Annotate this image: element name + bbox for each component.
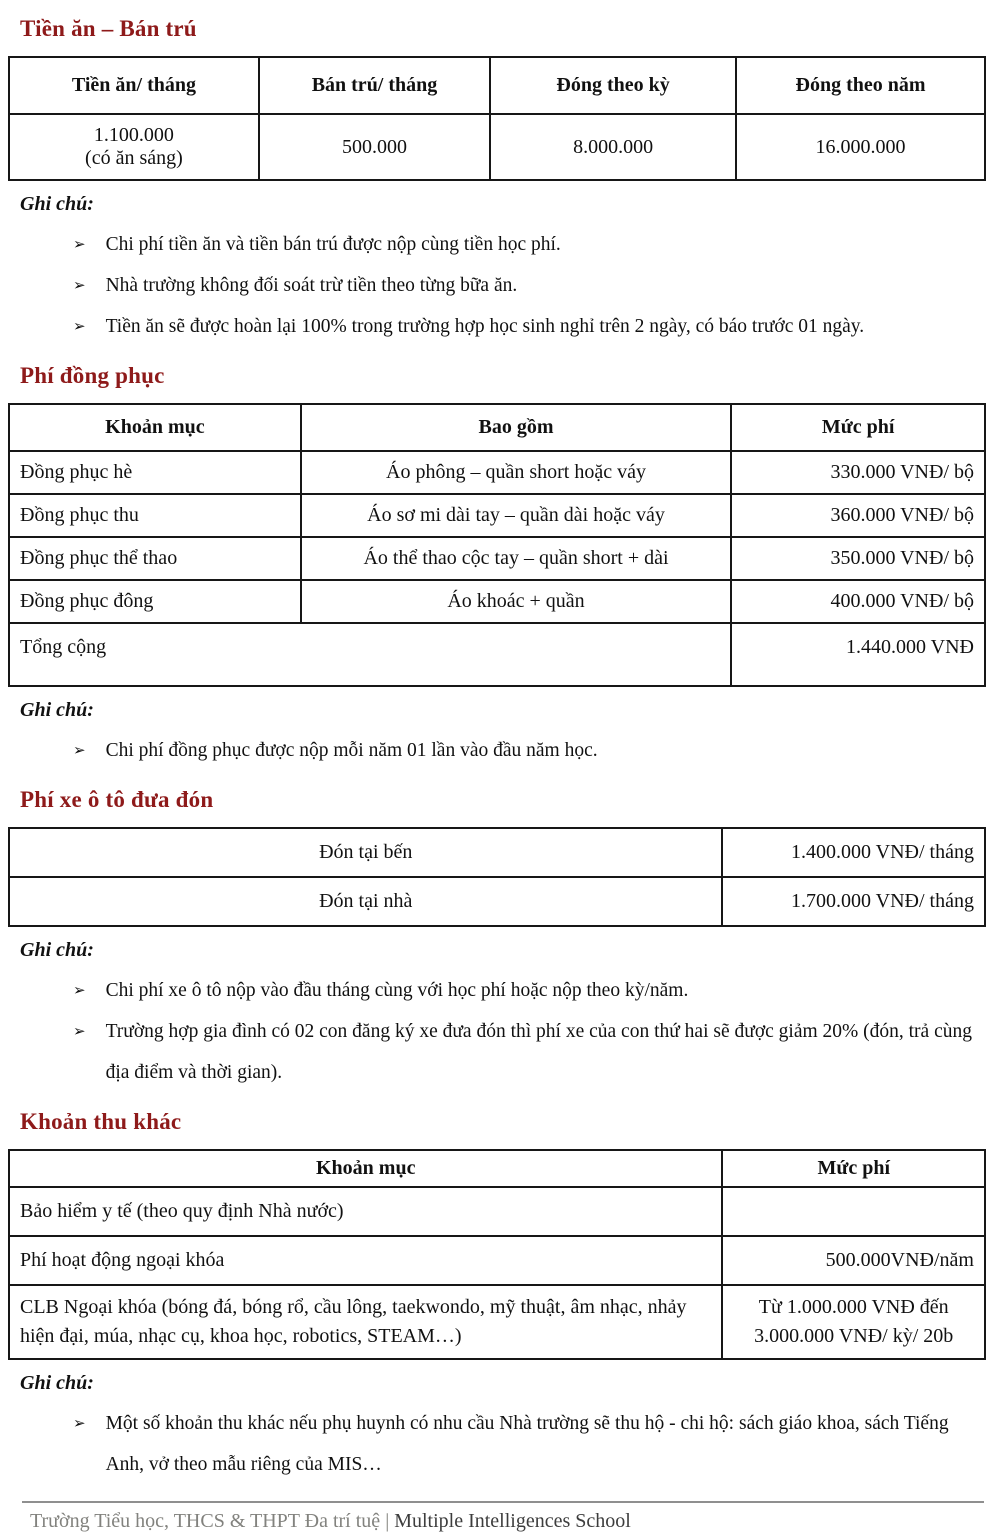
header-includes: Bao gồm bbox=[301, 404, 731, 451]
section-title-meal-boarding: Tiền ăn – Bán trú bbox=[20, 16, 197, 41]
table-header-row bbox=[9, 57, 985, 114]
header-item: Khoản mục bbox=[9, 1150, 722, 1187]
table-row bbox=[9, 828, 985, 877]
cell-item: Đồng phục thể thao bbox=[9, 537, 301, 580]
meal-month-note: (có ăn sáng) bbox=[85, 147, 183, 169]
table-row bbox=[9, 877, 985, 926]
arrow-bullet-icon: ➢ bbox=[73, 1414, 86, 1432]
cell-fee bbox=[722, 1187, 985, 1236]
cell-total-value: 1.440.000 VNĐ bbox=[731, 623, 985, 686]
footer-divider: | bbox=[385, 1510, 390, 1532]
cell-pay-per-term: 8.000.000 bbox=[490, 114, 736, 180]
section-title-uniform-fee: Phí đồng phục bbox=[20, 363, 165, 388]
notes-label: Ghi chú: bbox=[20, 1372, 94, 1394]
table-row bbox=[9, 1187, 985, 1236]
cell-item: Phí hoạt động ngoại khóa bbox=[9, 1236, 722, 1285]
list-item bbox=[73, 1403, 984, 1485]
bus-fee-table bbox=[8, 827, 986, 927]
other-notes-list bbox=[20, 1403, 984, 1485]
cell-fee: 400.000 VNĐ/ bộ bbox=[731, 580, 985, 623]
arrow-bullet-icon: ➢ bbox=[73, 741, 86, 759]
cell-item: Bảo hiểm y tế (theo quy định Nhà nước) bbox=[9, 1187, 722, 1236]
table-row bbox=[9, 580, 985, 623]
list-item bbox=[73, 265, 984, 306]
table-row bbox=[9, 1236, 985, 1285]
cell-pickup-type: Đón tại nhà bbox=[9, 877, 722, 926]
cell-pay-per-year: 16.000.000 bbox=[736, 114, 985, 180]
header-meal-per-month: Tiền ăn/ tháng bbox=[9, 57, 259, 114]
cell-includes: Áo thể thao cộc tay – quần short + dài bbox=[301, 537, 731, 580]
table-row bbox=[9, 1285, 985, 1359]
cell-fee: 350.000 VNĐ/ bộ bbox=[731, 537, 985, 580]
header-boarding-per-month: Bán trú/ tháng bbox=[259, 57, 490, 114]
arrow-bullet-icon: ➢ bbox=[73, 317, 86, 335]
notes-label: Ghi chú: bbox=[20, 699, 94, 721]
table-header-row bbox=[9, 1150, 985, 1187]
note-text: Chi phí tiền ăn và tiền bán trú được nộp cùng tiền học phí. bbox=[105, 234, 561, 255]
list-item bbox=[73, 224, 984, 265]
table-total-row bbox=[9, 623, 985, 686]
note-text: Một số khoản thu khác nếu phụ huynh có nhu cầu Nhà trường sẽ thu hộ - chi hộ: sách giáo khoa, sách Tiếng Anh, vở theo mẫu riêng của MIS… bbox=[105, 1413, 949, 1475]
cell-item: Đồng phục thu bbox=[9, 494, 301, 537]
other-fees-table bbox=[8, 1149, 986, 1360]
arrow-bullet-icon: ➢ bbox=[73, 981, 86, 999]
header-item: Khoản mục bbox=[9, 404, 301, 451]
arrow-bullet-icon: ➢ bbox=[73, 1022, 86, 1040]
cell-fee: Từ 1.000.000 VNĐ đến 3.000.000 VNĐ/ kỳ/ 20b bbox=[722, 1285, 985, 1359]
notes-label: Ghi chú: bbox=[20, 193, 94, 215]
cell-fee: 1.400.000 VNĐ/ tháng bbox=[722, 828, 985, 877]
note-text: Chi phí xe ô tô nộp vào đầu tháng cùng với học phí hoặc nộp theo kỳ/năm. bbox=[105, 980, 689, 1001]
header-fee: Mức phí bbox=[722, 1150, 985, 1187]
list-item bbox=[73, 1011, 984, 1093]
footer-school-name-vi: Trường Tiểu học, THCS & THPT Đa trí tuệ bbox=[30, 1510, 381, 1532]
note-text: Chi phí đồng phục được nộp mỗi năm 01 lần vào đầu năm học. bbox=[105, 740, 598, 761]
table-header-row bbox=[9, 404, 985, 451]
note-text: Tiền ăn sẽ được hoàn lại 100% trong trường hợp học sinh nghỉ trên 2 ngày, có báo trước 01 ngày. bbox=[105, 316, 865, 337]
cell-fee: 330.000 VNĐ/ bộ bbox=[731, 451, 985, 494]
cell-includes: Áo phông – quần short hoặc váy bbox=[301, 451, 731, 494]
cell-fee: 1.700.000 VNĐ/ tháng bbox=[722, 877, 985, 926]
cell-meal-per-month bbox=[9, 114, 259, 180]
meal-month-value: 1.100.000 bbox=[93, 124, 174, 146]
list-item bbox=[73, 970, 984, 1011]
arrow-bullet-icon: ➢ bbox=[73, 276, 86, 294]
header-pay-per-year: Đóng theo năm bbox=[736, 57, 985, 114]
table-row bbox=[9, 537, 985, 580]
table-row bbox=[9, 494, 985, 537]
cell-includes: Áo khoác + quần bbox=[301, 580, 731, 623]
header-fee: Mức phí bbox=[731, 404, 985, 451]
note-text: Trường hợp gia đình có 02 con đăng ký xe đưa đón thì phí xe của con thứ hai sẽ được giảm 20% (đón, trả cùng địa điểm và thời gian). bbox=[105, 1021, 972, 1083]
section-title-other-fees: Khoản thu khác bbox=[20, 1109, 182, 1134]
section-title-bus-fee: Phí xe ô tô đưa đón bbox=[20, 787, 214, 812]
arrow-bullet-icon: ➢ bbox=[73, 235, 86, 253]
meal-boarding-fee-table bbox=[8, 56, 986, 181]
cell-total-label: Tổng cộng bbox=[9, 623, 731, 686]
uniform-notes-list bbox=[20, 730, 984, 771]
footer-school-name-en: Multiple Intelligences School bbox=[394, 1510, 631, 1532]
cell-includes: Áo sơ mi dài tay – quần dài hoặc váy bbox=[301, 494, 731, 537]
cell-fee: 500.000VNĐ/năm bbox=[722, 1236, 985, 1285]
list-item bbox=[73, 306, 984, 347]
cell-fee: 360.000 VNĐ/ bộ bbox=[731, 494, 985, 537]
table-row bbox=[9, 114, 985, 180]
cell-item: Đồng phục đông bbox=[9, 580, 301, 623]
table-row bbox=[9, 451, 985, 494]
list-item bbox=[73, 730, 984, 771]
uniform-fee-table bbox=[8, 403, 986, 687]
page-footer bbox=[22, 1501, 984, 1533]
meal-notes-list bbox=[20, 224, 984, 347]
cell-pickup-type: Đón tại bến bbox=[9, 828, 722, 877]
notes-label: Ghi chú: bbox=[20, 939, 94, 961]
note-text: Nhà trường không đối soát trừ tiền theo từng bữa ăn. bbox=[105, 275, 518, 296]
bus-notes-list bbox=[20, 970, 984, 1093]
cell-boarding-per-month: 500.000 bbox=[259, 114, 490, 180]
cell-item: CLB Ngoại khóa (bóng đá, bóng rổ, cầu lông, taekwondo, mỹ thuật, âm nhạc, nhảy hiện đại, múa, nhạc cụ, khoa học, robotics, STEAM…) bbox=[9, 1285, 722, 1359]
cell-item: Đồng phục hè bbox=[9, 451, 301, 494]
header-pay-per-term: Đóng theo kỳ bbox=[490, 57, 736, 114]
